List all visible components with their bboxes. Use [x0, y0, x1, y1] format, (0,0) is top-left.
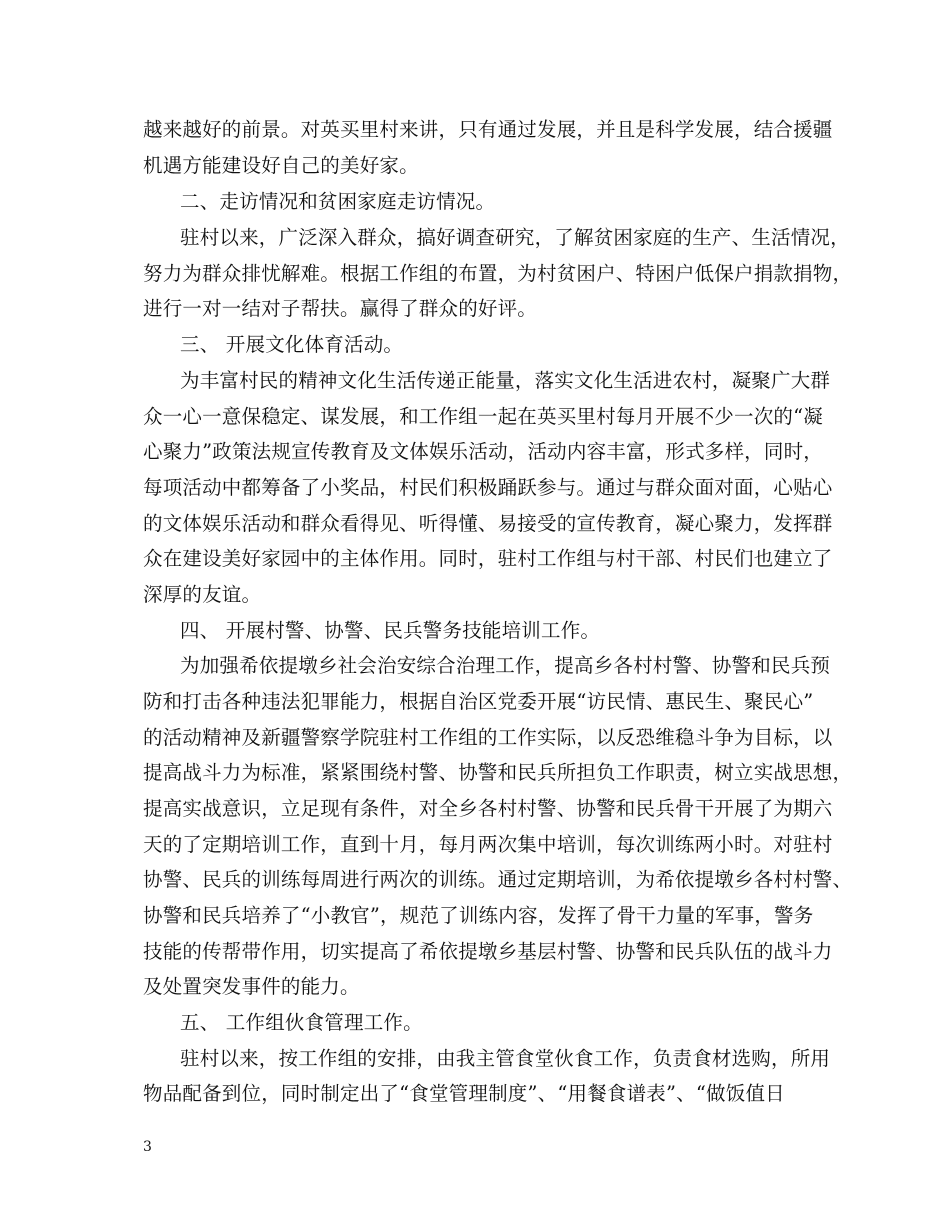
text-line: 及处置突发事件的能力。 [143, 975, 360, 998]
text-line: 进行一对一结对子帮扶。赢得了群众的好评。 [143, 297, 538, 320]
text-line: 技能的传帮带作用，切实提高了希依提墩乡基层村警、协警和民兵队伍的战斗力 [143, 940, 833, 963]
text-line: 协警、民兵的训练每周进行两次的训练。通过定期培训，为希依提墩乡各村村警、 [143, 868, 853, 891]
page-number: 3 [143, 1139, 152, 1155]
text-line: 提高战斗力为标准，紧紧围绕村警、协警和民兵所担负工作职责，树立实战思想， [143, 761, 853, 784]
text-line: 驻村以来，广泛深入群众，搞好调查研究，了解贫困家庭的生产、生活情况， [180, 226, 850, 249]
section-heading: 四、 开展村警、协警、民兵警务技能培训工作。 [180, 619, 601, 642]
section-heading: 五、 工作组伙食管理工作。 [180, 1011, 423, 1034]
section-heading: 三、 开展文化体育活动。 [180, 333, 404, 356]
text-line: 深厚的友谊。 [143, 583, 262, 606]
text-line: 提高实战意识，立足现有条件，对全乡各村村警、协警和民兵骨干开展了为期六 [143, 797, 833, 820]
section-heading: 二、走访情况和贫困家庭走访情况。 [180, 190, 496, 213]
text-line: 天的了定期培训工作，直到十月，每月两次集中培训，每次训练两小时。对驻村 [143, 833, 833, 856]
text-line: 防和打击各种违法犯罪能力，根据自治区党委开展“访民情、惠民生、聚民心” [143, 690, 814, 713]
text-line: 协警和民兵培养了“小教官”，规范了训练内容，发挥了骨干力量的军事，警务 [143, 904, 814, 927]
text-line: 的文体娱乐活动和群众看得见、听得懂、易接受的宣传教育，凝心聚力，发挥群 [143, 512, 833, 535]
text-line: 每项活动中都筹备了小奖品，村民们积极踊跃参与。通过与群众面对面，心贴心 [143, 476, 833, 499]
text-line: 物品配备到位，同时制定出了“食堂管理制度”、“用餐食谱表”、“做饭值日 [143, 1082, 785, 1105]
text-line: 众在建设美好家园中的主体作用。同时，驻村工作组与村干部、村民们也建立了 [143, 547, 833, 570]
text-line: 的活动精神及新疆警察学院驻村工作组的工作实际，以反恐维稳斗争为目标，以 [143, 726, 833, 749]
text-line: 众一心一意保稳定、谋发展，和工作组一起在英买里村每月开展不少一次的“凝 [143, 405, 823, 428]
text-line: 驻村以来，按工作组的安排，由我主管食堂伙食工作，负责食材选购，所用 [180, 1047, 831, 1070]
text-line: 心聚力”政策法规宣传教育及文体娱乐活动，活动内容丰富，形式多样，同时， [143, 440, 823, 463]
text-line: 努力为群众排忧解难。根据工作组的布置，为村贫困户、特困户低保户捐款捐物， [143, 262, 853, 285]
text-line: 机遇方能建设好自己的美好家。 [143, 154, 419, 177]
text-line: 为加强希依提墩乡社会治安综合治理工作，提高乡各村村警、协警和民兵预 [180, 654, 831, 677]
text-line: 为丰富村民的精神文化生活传递正能量，落实文化生活进农村，凝聚广大群 [180, 369, 831, 392]
text-line: 越来越好的前景。对英买里村来讲，只有通过发展，并且是科学发展，结合援疆 [143, 118, 833, 141]
